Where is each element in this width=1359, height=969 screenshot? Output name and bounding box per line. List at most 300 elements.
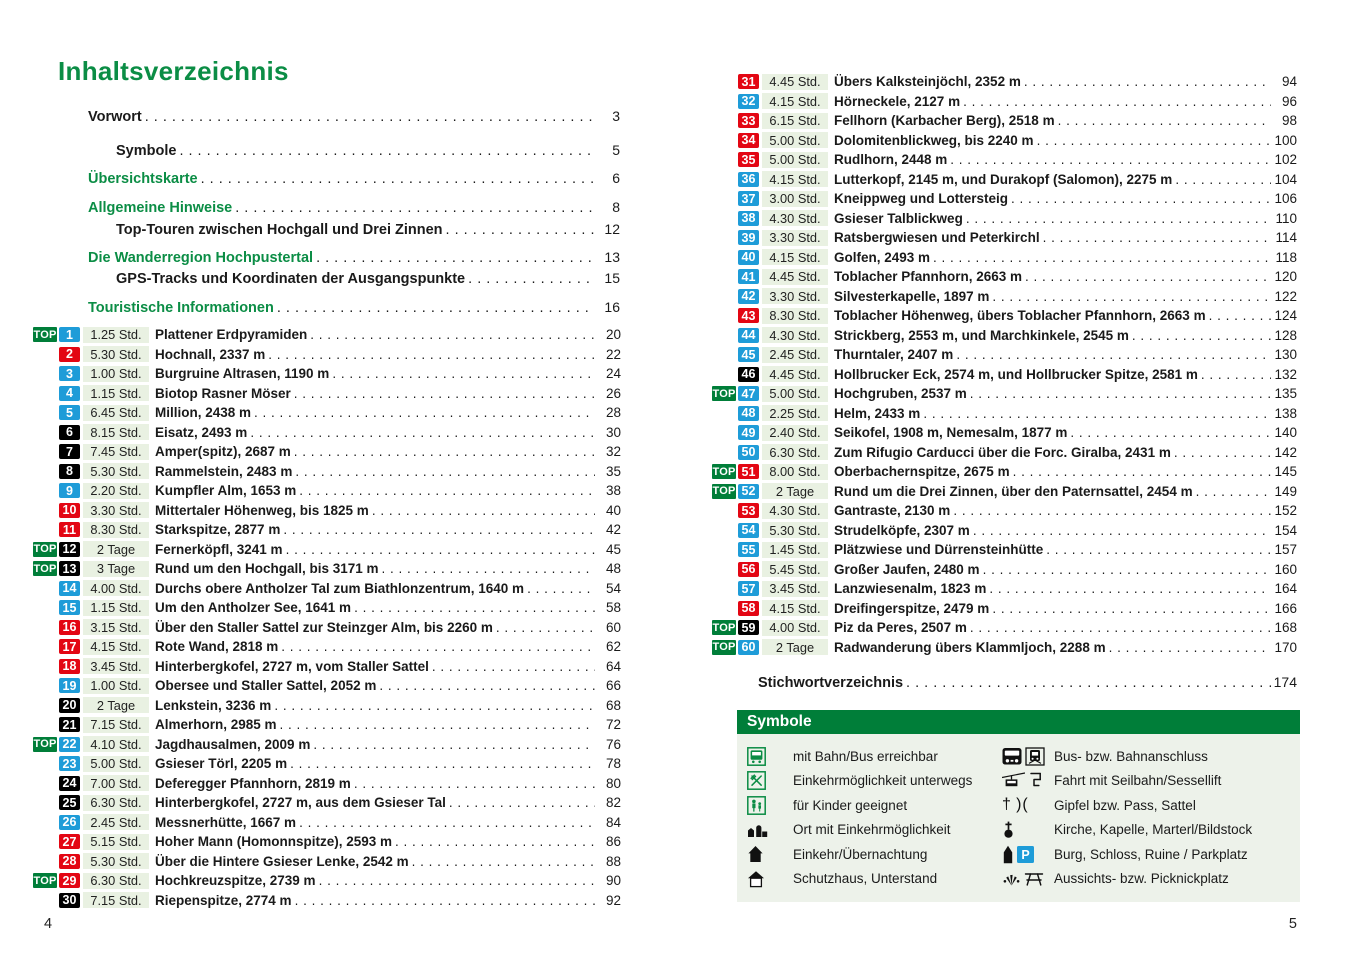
tour-number-badge: 46 [738, 367, 759, 382]
symbols-column-right [1002, 744, 1294, 891]
dot-leader [967, 386, 1271, 401]
symbol-legend-item [1002, 867, 1294, 892]
front-matter-label: Vorwort [88, 109, 142, 125]
index-entry-row [712, 672, 1297, 693]
tour-duration: 2 Tage [762, 483, 828, 499]
tour-row [33, 520, 621, 540]
tour-page-number: 84 [605, 814, 621, 830]
dot-leader [967, 620, 1271, 635]
tour-row [33, 696, 621, 716]
front-matter-row [88, 197, 620, 218]
tour-number-badge: 60 [738, 640, 759, 655]
tour-title: Hinterbergkofel, 2727 m, aus dem Gsieser Tal [155, 795, 446, 811]
tour-row [712, 521, 1297, 541]
tour-title: Almerhorn, 2985 m [155, 717, 277, 733]
tour-page-number: 138 [1274, 405, 1297, 421]
tour-page-number: 124 [1274, 308, 1297, 324]
tour-page-number: 110 [1275, 210, 1297, 226]
symbol-label: Bus- bzw. Bahnanschluss [1054, 748, 1208, 764]
dot-leader [1193, 484, 1271, 499]
tour-duration: 2.40 Std. [762, 425, 828, 441]
symbol-icon-slot [1002, 871, 1054, 887]
tour-number-badge: 31 [738, 74, 759, 89]
dot-leader [1198, 367, 1271, 382]
tour-row [33, 423, 621, 443]
tour-title: Obersee und Staller Sattel, 2052 m [155, 678, 377, 694]
dot-leader [429, 659, 595, 674]
tour-duration: 2.20 Std. [83, 483, 149, 499]
tour-title: Gsieser Törl, 2205 m [155, 756, 288, 772]
tour-number-badge: 51 [738, 464, 759, 479]
tour-title: Zum Rifugio Carducci über die Forc. Giralba, 2431 m [834, 444, 1171, 460]
tour-row [33, 559, 621, 579]
tour-duration: 1.15 Std. [83, 600, 149, 616]
tour-duration: 5.15 Std. [83, 834, 149, 850]
castle-icon [1002, 845, 1014, 864]
tour-page-number: 168 [1274, 620, 1297, 636]
tour-duration: 5.30 Std. [83, 346, 149, 362]
dot-leader [1106, 640, 1271, 655]
tour-duration: 1.00 Std. [83, 678, 149, 694]
dot-leader [307, 327, 595, 342]
tour-duration: 4.15 Std. [762, 171, 828, 187]
tour-page-number: 24 [605, 366, 621, 382]
symbol-label: Einkehr/Übernachtung [793, 846, 928, 862]
tour-page-number: 66 [605, 678, 621, 694]
tour-row [712, 579, 1297, 599]
tour-page-number: 68 [605, 697, 621, 713]
tour-number-badge: 13 [59, 561, 80, 576]
tour-page-number: 64 [605, 658, 621, 674]
front-matter-row [88, 297, 620, 318]
dot-leader [351, 776, 595, 791]
index-label: Stichwortverzeichnis [758, 675, 904, 691]
tour-duration: 4.00 Std. [83, 580, 149, 596]
tour-number-badge: 37 [738, 191, 759, 206]
tour-row [33, 384, 621, 404]
tour-number-badge: 21 [59, 717, 80, 732]
dot-leader [963, 211, 1271, 226]
tour-duration: 7.00 Std. [83, 775, 149, 791]
tour-page-number: 154 [1274, 522, 1297, 538]
tour-page-number: 118 [1275, 249, 1297, 265]
tour-page-number: 54 [605, 580, 621, 596]
tour-title: Hoher Mann (Homonnspitze), 2593 m [155, 834, 393, 850]
dot-leader [329, 366, 595, 381]
dot-leader [1129, 328, 1271, 343]
symbol-label: Einkehrmöglichkeit unterwegs [793, 773, 973, 789]
tour-row [33, 852, 621, 872]
tour-row [33, 598, 621, 618]
front-matter-row [88, 268, 620, 289]
tour-number-badge: 29 [59, 873, 80, 888]
svg-text:P: P [1021, 847, 1030, 862]
symbol-icon-slot [1002, 845, 1054, 864]
dot-leader [292, 893, 595, 908]
dot-leader [247, 425, 595, 440]
tour-title: Piz da Peres, 2507 m [834, 620, 967, 636]
tour-number-badge: 16 [59, 620, 80, 635]
dot-leader [1206, 308, 1271, 323]
tour-number-badge: 54 [738, 523, 759, 538]
dot-leader [920, 406, 1271, 421]
top-badge: TOP [33, 543, 57, 556]
tour-page-number: 60 [605, 619, 621, 635]
tour-page-number: 80 [605, 775, 621, 791]
symbols-column-left [747, 744, 1002, 891]
bus-green-icon [747, 747, 766, 766]
tour-duration: 4.30 Std. [762, 210, 828, 226]
tour-number-badge: 4 [59, 386, 80, 401]
tour-duration: 6.15 Std. [762, 113, 828, 129]
dot-leader [274, 298, 594, 318]
tour-number-badge: 5 [59, 405, 80, 420]
tour-number-badge: 28 [59, 854, 80, 869]
tour-title: Hochgruben, 2537 m [834, 386, 967, 402]
dot-leader [283, 542, 595, 557]
tour-title: Um den Antholzer See, 1641 m [155, 600, 352, 616]
tour-title: Silvesterkapelle, 1897 m [834, 288, 990, 304]
tour-page-number: 142 [1274, 444, 1297, 460]
dot-leader [960, 94, 1271, 109]
tour-title: Strudelköpfe, 2307 m [834, 522, 970, 538]
symbols-box-header: Symbole [737, 710, 1300, 734]
dot-leader [277, 717, 595, 732]
tour-list-left [33, 325, 621, 910]
dot-leader [950, 503, 1271, 518]
dot-leader [970, 523, 1271, 538]
tour-number-badge: 57 [738, 581, 759, 596]
tour-row [712, 326, 1297, 346]
tour-title: Helm, 2433 m [834, 405, 921, 421]
tour-number-badge: 45 [738, 347, 759, 362]
tour-title: Rammelstein, 2483 m [155, 463, 293, 479]
symbol-icon-slot [747, 845, 793, 863]
tour-page-number: 166 [1274, 600, 1297, 616]
dot-leader [1040, 230, 1271, 245]
tour-title: Golfen, 2493 m [834, 249, 931, 265]
dot-leader [392, 834, 595, 849]
front-matter-page-number: 8 [612, 199, 620, 215]
tour-page-number: 32 [605, 444, 621, 460]
tour-number-badge: 18 [59, 659, 80, 674]
tour-number-badge: 56 [738, 562, 759, 577]
tour-number-badge: 47 [738, 386, 759, 401]
tour-page-number: 28 [605, 405, 621, 421]
tour-number-badge: 7 [59, 444, 80, 459]
tour-row [712, 404, 1297, 424]
tour-page-number: 62 [605, 639, 621, 655]
tour-row [33, 715, 621, 735]
tour-number-badge: 9 [59, 483, 80, 498]
symbol-label: Kirche, Kapelle, Marterl/Bildstock [1054, 822, 1253, 838]
front-matter-row [88, 168, 620, 189]
chairlift-icon [1028, 771, 1044, 790]
top-badge: TOP [33, 328, 57, 341]
tour-title: Gsieser Talblickweg [834, 210, 963, 226]
symbol-legend-item [1002, 744, 1294, 769]
tour-page-number: 152 [1274, 503, 1297, 519]
symbol-label: Gipfel bzw. Pass, Sattel [1054, 797, 1196, 813]
tour-row [712, 345, 1297, 365]
tour-duration: 5.00 Std. [762, 386, 828, 402]
tour-number-badge: 20 [59, 698, 80, 713]
tour-row [33, 774, 621, 794]
tour-row [712, 443, 1297, 463]
tour-title: Rund um den Hochgall, bis 3171 m [155, 561, 379, 577]
front-matter-list [88, 106, 620, 318]
tour-duration: 3.45 Std. [83, 658, 149, 674]
symbol-label: Aussichts- bzw. Picknickplatz [1054, 871, 1229, 887]
tour-row [33, 793, 621, 813]
tour-title: Oberbachernspitze, 2675 m [834, 464, 1010, 480]
tour-number-badge: 1 [59, 327, 80, 342]
dot-leader [379, 561, 595, 576]
tour-row [33, 618, 621, 638]
tour-duration: 6.45 Std. [83, 405, 149, 421]
dot-leader [313, 248, 594, 268]
symbol-icon-slot [747, 796, 793, 815]
top-badge: TOP [33, 738, 57, 751]
dot-leader [1067, 425, 1271, 440]
symbol-legend-item [1002, 769, 1294, 794]
tour-duration: 6.30 Std. [762, 444, 828, 460]
tour-row [712, 423, 1297, 443]
dot-leader [1010, 464, 1271, 479]
tour-duration: 5.45 Std. [762, 561, 828, 577]
tour-row [33, 481, 621, 501]
top-badge: TOP [712, 641, 736, 654]
dot-leader [989, 601, 1271, 616]
shelter-hut-icon [747, 870, 765, 888]
tour-row [33, 345, 621, 365]
tour-number-badge: 14 [59, 581, 80, 596]
tour-title: Großer Jaufen, 2480 m [834, 561, 980, 577]
tour-duration: 4.15 Std. [83, 639, 149, 655]
tour-duration: 5.00 Std. [83, 756, 149, 772]
tour-title: Lutterkopf, 2145 m, und Durakopf (Salomon), 2275 m [834, 171, 1173, 187]
tour-number-badge: 43 [738, 308, 759, 323]
tour-row [33, 813, 621, 833]
tour-row [712, 287, 1297, 307]
tour-title: Lenkstein, 3236 m [155, 697, 272, 713]
tour-number-badge: 6 [59, 425, 80, 440]
tour-row [712, 170, 1297, 190]
symbol-legend-item [1002, 842, 1294, 867]
tour-duration: 3.30 Std. [762, 230, 828, 246]
tour-row [33, 325, 621, 345]
tour-title: Rudlhorn, 2448 m [834, 152, 948, 168]
tour-number-badge: 8 [59, 464, 80, 479]
dot-leader [280, 522, 595, 537]
symbol-label: Burg, Schloss, Ruine / Parkplatz [1054, 846, 1248, 862]
front-matter-page-number: 16 [604, 299, 620, 315]
tour-number-badge: 59 [738, 620, 759, 635]
dot-leader [903, 673, 1271, 693]
symbol-legend-item [1002, 793, 1294, 818]
tour-title: Messnerhütte, 1667 m [155, 814, 297, 830]
tour-row [33, 657, 621, 677]
tour-title: Plätzwiese und Dürrensteinhütte [834, 542, 1044, 558]
front-matter-page-number: 5 [612, 142, 620, 158]
front-matter-label: Touristische Informationen [88, 300, 274, 316]
tour-page-number: 45 [605, 541, 621, 557]
front-matter-label: Die Wanderregion Hochpustertal [88, 250, 314, 266]
tour-number-badge: 40 [738, 250, 759, 265]
top-badge: TOP [712, 485, 736, 498]
dot-leader [291, 444, 595, 459]
dot-leader [409, 854, 595, 869]
tour-duration: 3.30 Std. [83, 502, 149, 518]
front-matter-page-number: 6 [612, 170, 620, 186]
tour-row [712, 267, 1297, 287]
parking-icon [1017, 846, 1034, 863]
tour-title: Rund um die Drei Zinnen, über den Paternsattel, 2454 m [834, 483, 1193, 499]
tour-page-number: 122 [1274, 288, 1297, 304]
tour-title: Deferegger Pfannhorn, 2819 m [155, 775, 351, 791]
tour-row [712, 111, 1297, 131]
tour-duration: 5.30 Std. [762, 522, 828, 538]
tour-title: Dolomitenblickweg, bis 2240 m [834, 132, 1034, 148]
tour-number-badge: 49 [738, 425, 759, 440]
tour-row [33, 364, 621, 384]
tour-page-number: 164 [1274, 581, 1297, 597]
dot-leader [1172, 172, 1271, 187]
dot-leader [947, 152, 1271, 167]
symbol-legend-item [747, 769, 1002, 794]
tour-row [33, 579, 621, 599]
tour-title: Jagdhausalmen, 2009 m [155, 736, 311, 752]
tour-row [712, 462, 1297, 482]
tour-title: Lanzwiesenalm, 1823 m [834, 581, 987, 597]
tour-page-number: 98 [1281, 113, 1297, 129]
dot-leader [265, 347, 595, 362]
tour-page-number: 20 [605, 327, 621, 343]
symbols-legend-box [737, 710, 1300, 902]
tour-title: Hörneckele, 2127 m [834, 93, 961, 109]
bus-black-icon [1002, 747, 1022, 766]
front-matter-label: Symbole [116, 143, 177, 159]
tour-row [712, 482, 1297, 502]
tour-row [712, 384, 1297, 404]
tour-title: Hinterbergkofel, 2727 m, vom Staller Sattel [155, 658, 429, 674]
dot-leader [351, 600, 595, 615]
tour-page-number: 30 [605, 424, 621, 440]
tour-title: Thurntaler, 2407 m [834, 347, 954, 363]
tour-page-number: 160 [1274, 561, 1297, 577]
tour-row [712, 92, 1297, 112]
dot-leader [292, 464, 595, 479]
tour-number-badge: 34 [738, 133, 759, 148]
tour-number-badge: 53 [738, 503, 759, 518]
tour-title: Amper(spitz), 2687 m [155, 444, 291, 460]
dot-leader [251, 405, 595, 420]
tour-row [33, 442, 621, 462]
tour-row [33, 462, 621, 482]
dot-leader [291, 386, 595, 401]
tour-title: Strickberg, 2553 m, und Marchkinkele, 2545 m [834, 327, 1129, 343]
tour-duration: 8.30 Std. [762, 308, 828, 324]
tour-duration: 3.45 Std. [762, 581, 828, 597]
tour-number-badge: 38 [738, 211, 759, 226]
tour-duration: 4.45 Std. [762, 269, 828, 285]
tour-duration: 4.15 Std. [762, 249, 828, 265]
tour-number-badge: 22 [59, 737, 80, 752]
symbol-icon-slot [747, 747, 793, 766]
top-badge: TOP [712, 621, 736, 634]
tour-duration: 1.25 Std. [83, 327, 149, 343]
tour-title: Kumpfler Alm, 1653 m [155, 483, 297, 499]
dot-leader [142, 107, 594, 127]
tour-number-badge: 2 [59, 347, 80, 362]
tour-title: Burgruine Altrasen, 1190 m [155, 366, 330, 382]
page-title: Inhaltsverzeichnis [58, 56, 289, 86]
tour-duration: 7.45 Std. [83, 444, 149, 460]
tour-row [712, 228, 1297, 248]
front-matter-page-number: 13 [604, 249, 620, 265]
tour-page-number: 120 [1274, 269, 1297, 285]
tour-page-number: 42 [605, 522, 621, 538]
tour-number-badge: 17 [59, 639, 80, 654]
tour-row [33, 754, 621, 774]
tour-number-badge: 44 [738, 328, 759, 343]
symbol-icon-slot [1002, 820, 1054, 839]
tour-title: Mittertaler Höhenweg, bis 1825 m [155, 502, 369, 518]
tour-title: Hollbrucker Eck, 2574 m, und Hollbrucker Spitze, 2581 m [834, 366, 1198, 382]
symbol-icon-slot [1002, 796, 1054, 814]
symbol-icon-slot [1002, 771, 1054, 790]
tour-duration: 2 Tage [762, 639, 828, 655]
tour-duration: 5.30 Std. [83, 853, 149, 869]
dot-leader [369, 503, 595, 518]
tour-page-number: 94 [1281, 74, 1297, 90]
tour-page-number: 26 [605, 385, 621, 401]
front-matter-row [88, 247, 620, 268]
tour-row [33, 501, 621, 521]
symbol-icon-slot [747, 870, 793, 888]
tour-number-badge: 30 [59, 893, 80, 908]
tour-title: Gantraste, 2130 m [834, 503, 951, 519]
tour-duration: 2 Tage [83, 541, 149, 557]
front-matter-label: GPS-Tracks und Koordinaten der Ausgangspunkte [116, 271, 466, 287]
tour-title: Über den Staller Sattel zur Steinzger Alm, bis 2260 m [155, 619, 493, 635]
inn-house-icon [747, 845, 764, 863]
dot-leader [287, 756, 595, 771]
tour-title: Radwanderung übers Klammljoch, 2288 m [834, 639, 1106, 655]
dot-leader [1043, 542, 1271, 557]
tour-title: Kneippweg und Lottersteig [834, 191, 1008, 207]
tour-duration: 6.30 Std. [83, 795, 149, 811]
tour-row [712, 560, 1297, 580]
tour-row [712, 72, 1297, 92]
symbol-label: Schutzhaus, Unterstand [793, 871, 938, 887]
tour-page-number: 130 [1274, 347, 1297, 363]
tour-title: Toblacher Höhenweg, übers Toblacher Pfannhorn, 2663 m [834, 308, 1206, 324]
tour-duration: 7.15 Std. [83, 717, 149, 733]
dot-leader [1171, 445, 1271, 460]
front-matter-label: Top-Touren zwischen Hochgall und Drei Zinnen [116, 222, 443, 238]
tour-number-badge: 26 [59, 815, 80, 830]
top-badge: TOP [33, 874, 57, 887]
symbol-legend-item [747, 867, 1002, 892]
dot-leader [446, 795, 595, 810]
tour-duration: 8.30 Std. [83, 522, 149, 538]
tour-duration: 4.00 Std. [762, 620, 828, 636]
tour-row [33, 871, 621, 891]
tour-page-number: 100 [1274, 132, 1297, 148]
tour-duration: 4.45 Std. [762, 366, 828, 382]
tour-duration: 5.00 Std. [762, 132, 828, 148]
